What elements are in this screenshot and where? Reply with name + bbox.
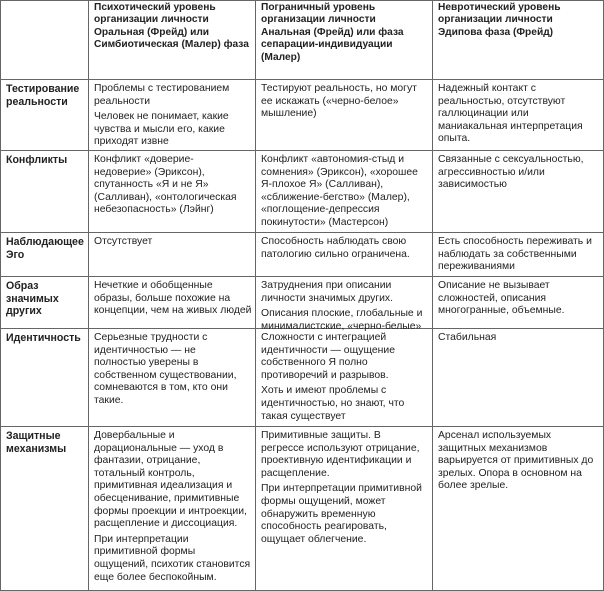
cell-psychotic-ego bbox=[94, 236, 249, 252]
header-psychotic: Психотический уровень организации личности Оральная (Фрейд) или Симбиотическая (Малер) фаза bbox=[94, 2, 249, 51]
cell-text: Конфликт «автономия-стыд и сомнения» (Эриксон), «хорошее Я-плохое Я» (Салливан), «сближение-бегство» (Малер), «поглощение-депрессия покинутости» (Мастерсон) bbox=[261, 154, 418, 228]
cell-text: Довербальные и дорациональные — уход в фантазии, отрицание, тотальный контроль, примитивная идеализация и обесценивание, примитивные формы проекции и интроекции, расщепление и диссоциация. bbox=[94, 430, 247, 530]
cell-borderline-conflicts bbox=[261, 154, 426, 233]
cell-text: Сложности с интеграцией идентичности — ощущение собственного Я полно противоречий и разрывов. bbox=[261, 332, 395, 381]
row-label-defense-mechanisms: Защитные механизмы bbox=[6, 430, 67, 455]
cell-neurotic-reality bbox=[438, 83, 598, 149]
cell-text: Конфликт «доверие-недоверие» (Эриксон), спутанность «Я и не Я» (Салливан), «онтологическая небезопасность» (Лэйнг) bbox=[94, 154, 237, 216]
row-label-reality-testing: Тестирование реальности bbox=[6, 83, 80, 108]
cell-neurotic-others bbox=[438, 280, 598, 321]
cell-text: Нечеткие и обобщенные образы, больше похожие на концепции, чем на живых людей bbox=[94, 280, 252, 317]
cell-borderline-reality bbox=[261, 83, 426, 124]
cell-text: При интерпретации примитивной формы ощущений, может обнаружить временную способность реагировать, ощущает облегчение. bbox=[261, 483, 422, 545]
cell-text: Есть способность переживать и наблюдать за собственными переживаниями bbox=[438, 236, 592, 273]
cell-text: Человек не понимает, какие чувства и мысли его, какие приходят извне bbox=[94, 111, 229, 148]
cell-neurotic-defenses bbox=[438, 430, 598, 496]
column-divider bbox=[432, 0, 433, 591]
cell-psychotic-others bbox=[94, 280, 252, 321]
header-neurotic: Невротический уровень организации личности Эдипова фаза (Фрейд) bbox=[438, 2, 561, 38]
column-divider bbox=[255, 0, 256, 591]
header-borderline: Пограничный уровень организации личности Анальная (Фрейд) или фаза сепарации-индивидуации (Малер) bbox=[261, 2, 404, 63]
cell-psychotic-defenses bbox=[94, 430, 252, 587]
cell-text: Проблемы с тестированием реальности bbox=[94, 83, 230, 107]
cell-borderline-identity bbox=[261, 332, 426, 426]
cell-text: Серьезные трудности с идентичностью — не полностью уверены в собственном существовании, сомневаются в том, кто они такие. bbox=[94, 332, 237, 406]
cell-text: Описание не вызывает сложностей, описания многогранные, объемные. bbox=[438, 280, 565, 317]
cell-text: Способность наблюдать свою патологию сильно ограничена. bbox=[261, 236, 410, 260]
table-border-top bbox=[0, 0, 604, 1]
cell-text: Тестируют реальность, но могут ее искажать («черно-белое» мышление) bbox=[261, 83, 417, 120]
cell-psychotic-identity bbox=[94, 332, 244, 411]
cell-text: Связанные с сексуальностью, агрессивностью и/или зависимостью bbox=[438, 154, 584, 191]
cell-text: При интерпретации примитивной формы ощущений, психотик становится еще более беспокойным. bbox=[94, 533, 251, 583]
cell-text: Затруднения при описании личности значимых других. bbox=[261, 280, 394, 304]
cell-text: Хоть и имеют проблемы с идентичностью, но знают, что такая существует bbox=[261, 385, 405, 422]
cell-borderline-ego bbox=[261, 236, 421, 264]
cell-text: Надежный контакт с реальностью, отсутствуют галлюцинации или маниакальная интерпретация опыта. bbox=[438, 83, 583, 145]
cell-text: Арсенал используемых защитных механизмов варьируется от примитивных до зрелых. Опора в основном на более зрелые. bbox=[438, 430, 594, 492]
row-label-observing-ego: Наблюдающее Эго bbox=[6, 236, 84, 261]
cell-psychotic-conflicts bbox=[94, 154, 244, 220]
row-divider bbox=[0, 150, 604, 151]
cell-text: Описания плоские, глобальные и минималистские, «черно-белые» bbox=[261, 308, 423, 332]
cell-borderline-others bbox=[261, 280, 426, 336]
cell-neurotic-identity bbox=[438, 332, 598, 348]
table-border-left bbox=[0, 0, 1, 591]
column-divider bbox=[88, 0, 89, 591]
row-label-identity: Идентичность bbox=[6, 332, 81, 344]
cell-text: Стабильная bbox=[438, 332, 497, 343]
cell-neurotic-ego bbox=[438, 236, 600, 277]
cell-neurotic-conflicts bbox=[438, 154, 588, 195]
cell-borderline-defenses bbox=[261, 430, 426, 549]
row-label-significant-others: Образ значимых других bbox=[6, 280, 59, 318]
row-label-conflicts: Конфликты bbox=[6, 154, 68, 166]
cell-text: Примитивные защиты. В регрессе используют отрицание, проективную идентификации и расщепление. bbox=[261, 430, 420, 479]
cell-text: Отсутствует bbox=[94, 236, 153, 247]
row-divider bbox=[0, 79, 604, 80]
cell-psychotic-reality bbox=[94, 83, 252, 152]
